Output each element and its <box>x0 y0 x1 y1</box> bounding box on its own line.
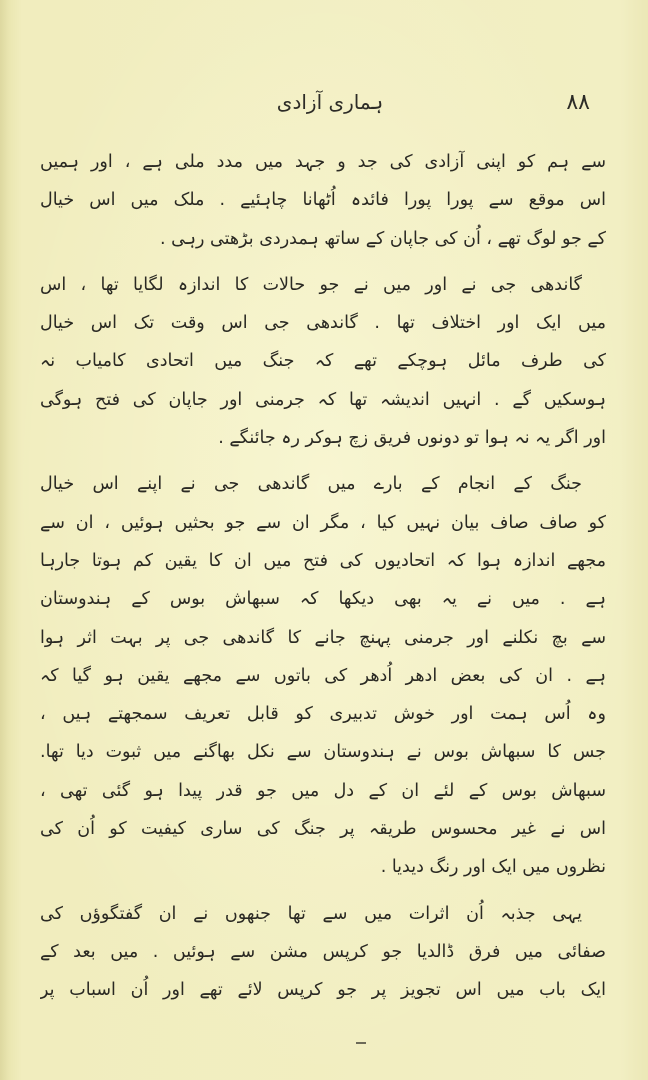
paragraph <box>40 465 606 886</box>
text-line: گاندھی جی نے اور میں نے جو حالات کا اندازہ لگایا تھا ، اس <box>40 274 582 295</box>
text-line: ہوسکیں گے . انہیں اندیشہ تھا کہ جرمنی اور جاپان کی فتح ہوگی <box>40 389 606 410</box>
text-line: سے بچ نکلنے اور جرمنی پہنچ جانے کا گاندھی جی پر بہت اثر ہوا <box>40 627 606 648</box>
text-line: میں ایک اور اختلاف تھا . گاندھی جی اس وقت تک اس خیال <box>40 313 606 334</box>
footer-dash-mark <box>356 1042 366 1044</box>
body-text <box>40 143 606 1010</box>
text-line: ہے . میں نے یہ بھی دیکھا کہ سبھاش بوس کے ہندوستان <box>40 589 606 610</box>
text-line: نظروں میں ایک اور رنگ دیدیا . <box>380 857 606 878</box>
text-line: صفائی میں فرق ڈالدیا جو کرپس مشن سے ہوئیں . میں بعد کے <box>40 941 606 962</box>
running-title: ہماری آزادی <box>276 90 384 114</box>
text-line: کو صاف صاف بیان نہیں کیا ، مگر ان سے جو بحثیں ہوئیں ، ان سے <box>40 512 606 533</box>
text-line: سبھاش بوس کے لئے ان کے دل میں جو قدر پیدا ہو گئی تھی ، <box>40 780 606 801</box>
paragraph <box>40 143 606 258</box>
text-line: یہی جذبہ اُن اثرات میں سے تھا جنھوں نے ان گفتگوؤں کی <box>40 903 582 924</box>
text-line: اور اگر یہ نہ ہوا تو دونوں فریق زچ ہوکر رہ جائنگے . <box>218 428 606 449</box>
paragraph <box>40 266 606 457</box>
text-line: کے جو لوگ تھے ، اُن کی جاپان کے ساتھ ہمدردی بڑھتی رہی . <box>160 228 606 249</box>
text-line: جس کا سبھاش بوس نے ہندوستان سے نکل بھاگنے میں ثبوت دیا تھا. <box>40 742 606 763</box>
text-line: مجھے اندازہ ہوا کہ اتحادیوں کی فتح میں ان کا یقین کم ہوتا جارہا <box>40 550 606 571</box>
page-header <box>70 90 590 120</box>
text-line: اس نے غیر محسوس طریقہ پر جنگ کی ساری کیفیت کو اُن کی <box>40 819 606 840</box>
text-line: ہے . ان کی بعض ادھر اُدھر کی باتوں سے مجھے یقین ہو گیا کہ <box>40 665 606 686</box>
text-line: اس موقع سے پورا پورا فائدہ اُٹھانا چاہئیے . ملک میں اس خیال <box>40 190 606 211</box>
text-line: سے ہم کو اپنی آزادی کی جد و جہد میں مدد ملی ہے ، اور ہمیں <box>40 152 606 172</box>
text-line: جنگ کے انجام کے بارے میں گاندھی جی نے اپنے اس خیال <box>40 474 582 495</box>
text-line: وہ اُس ہمت اور خوش تدبیری کو قابل تعریف سمجھتے ہیں ، <box>40 704 606 725</box>
text-line: کی طرف مائل ہوچکے تھے کہ جنگ میں اتحادی کامیاب نہ <box>40 351 606 372</box>
text-line: ایک باب میں اس تجویز پر جو کرپس لائے تھے اور اُن اسباب پر <box>40 980 606 1001</box>
paragraph <box>40 895 606 1010</box>
page-number: ۸۸ <box>566 90 590 115</box>
